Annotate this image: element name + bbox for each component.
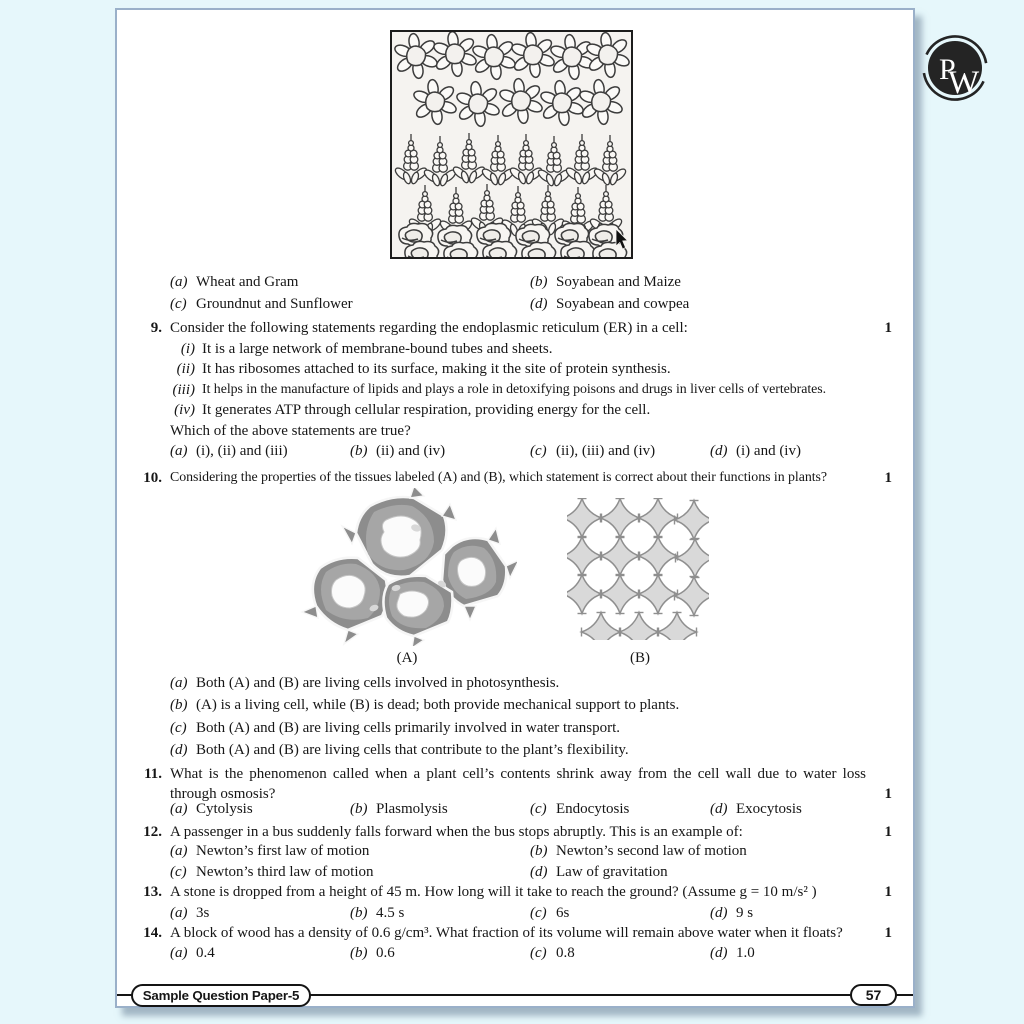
option-d: (d) Law of gravitation	[530, 863, 668, 880]
option-a: (a) Cytolysis	[170, 801, 253, 817]
option-a: (a) 0.4	[170, 945, 215, 961]
question-number: 10.	[143, 470, 162, 486]
tissue-b-caption: (B)	[630, 650, 650, 666]
question-number: 11.	[144, 766, 162, 782]
question-text: A passenger in a bus suddenly falls forward when the bus stops abruptly. This is an example of:	[170, 824, 743, 840]
q9-options	[170, 441, 860, 461]
crop-field-figure	[390, 30, 633, 259]
option-a: (a) Both (A) and (B) are living cells involved in photosynthesis.	[170, 675, 560, 691]
marks: 1	[884, 786, 892, 802]
option-d: (d) Exocytosis	[710, 801, 802, 817]
q14-options	[170, 943, 860, 963]
option-b: (b) Soyabean and Maize	[530, 274, 681, 290]
question-text: A stone is dropped from a height of 45 m. How long will it take to reach the ground? (Assume g = 10 m/s² )	[170, 884, 817, 900]
page-number-badge	[850, 984, 897, 1006]
option-a: (a) Newton’s first law of motion	[170, 843, 370, 859]
question-text: What is the phenomenon called when a plant cell’s contents shrink away from the cell wall due to water loss through osmosis?	[170, 766, 866, 802]
q9-statements	[138, 339, 892, 441]
logo-letter-w: W	[948, 65, 980, 101]
q9-prompt: Which of the above statements are true?	[170, 422, 411, 439]
question-number: 9.	[150, 320, 162, 336]
stellate-cell-grid	[567, 499, 709, 641]
statement-iv: (iv) It generates ATP through cellular respiration, providing energy for the cell.	[174, 402, 651, 419]
question-13	[138, 882, 892, 902]
option-d: (d) Soyabean and cowpea	[530, 296, 690, 312]
question-text: Considering the properties of the tissues labeled (A) and (B), which statement is correct about their functions in plants?	[170, 470, 828, 485]
question-9	[138, 318, 892, 338]
option-b: (b) (A) is a living cell, while (B) is dead; both provide mechanical support to plants.	[170, 697, 680, 714]
option-a: (a) (i), (ii) and (iii)	[170, 443, 288, 459]
option-b: (b) 4.5 s	[350, 905, 405, 921]
option-a: (a) 3s	[170, 905, 210, 921]
statement-i: (i) It is a large network of membrane-bound tubes and sheets.	[180, 341, 553, 357]
footer-paper-label-text: Sample Question Paper-5	[142, 988, 300, 1003]
question-10	[138, 468, 892, 488]
question-number: 14.	[143, 925, 162, 941]
marks: 1	[884, 824, 892, 840]
option-d: (d) (i) and (iv)	[710, 443, 801, 459]
option-d: (d) Both (A) and (B) are living cells that contribute to the plant’s flexibility.	[170, 742, 629, 759]
option-d: (d) 1.0	[710, 945, 755, 961]
option-d: (d) 9 s	[710, 905, 754, 921]
statement-ii: (ii) It has ribosomes attached to its surface, making it the site of protein synthesis.	[176, 361, 671, 378]
tissue-a-caption: (A)	[396, 650, 418, 666]
q11-options	[170, 799, 860, 819]
pw-logo	[919, 32, 991, 104]
statement-iii: (iii) It helps in the manufacture of lipids and plays a role in detoxifying poisons and drugs in liver cells of vertebrates.	[172, 381, 827, 398]
option-a: (a) Wheat and Gram	[170, 274, 299, 290]
option-c: (c) Groundnut and Sunflower	[170, 296, 353, 312]
q8-options	[170, 271, 890, 315]
marks: 1	[884, 470, 892, 486]
question-14	[138, 923, 892, 943]
option-b: (b) Plasmolysis	[350, 801, 448, 817]
q10-options	[170, 672, 679, 762]
footer-paper-label	[131, 984, 311, 1007]
tissue-b-figure	[567, 498, 709, 640]
option-c: (c) (ii), (iii) and (iv)	[530, 443, 656, 459]
option-c: (c) Both (A) and (B) are living cells primarily involved in water transport.	[170, 719, 621, 736]
option-b: (b) (ii) and (iv)	[350, 443, 446, 459]
option-b: (b) Newton’s second law of motion	[530, 843, 747, 859]
q12-options	[170, 841, 890, 882]
question-number: 13.	[143, 884, 162, 900]
marks: 1	[884, 884, 892, 900]
page-number: 57	[865, 987, 882, 1003]
marks: 1	[884, 925, 892, 941]
option-b: (b) 0.6	[350, 945, 395, 961]
option-c: (c) 0.8	[530, 945, 575, 961]
tissue-a-figure	[292, 488, 517, 646]
question-number: 12.	[143, 824, 162, 840]
option-c: (c) Endocytosis	[530, 801, 630, 817]
marks: 1	[884, 320, 892, 336]
logo-letter-p: P	[939, 53, 956, 86]
question-12	[138, 822, 892, 842]
q13-options	[170, 903, 860, 923]
question-11	[138, 764, 892, 804]
question-text: Consider the following statements regarding the endoplasmic reticulum (ER) in a cell:	[170, 320, 688, 336]
paper-page	[115, 8, 915, 1008]
question-text: A block of wood has a density of 0.6 g/cm³. What fraction of its volume will remain above water when it floats?	[170, 925, 843, 941]
option-c: (c) Newton’s third law of motion	[170, 863, 374, 880]
option-c: (c) 6s	[530, 905, 570, 921]
